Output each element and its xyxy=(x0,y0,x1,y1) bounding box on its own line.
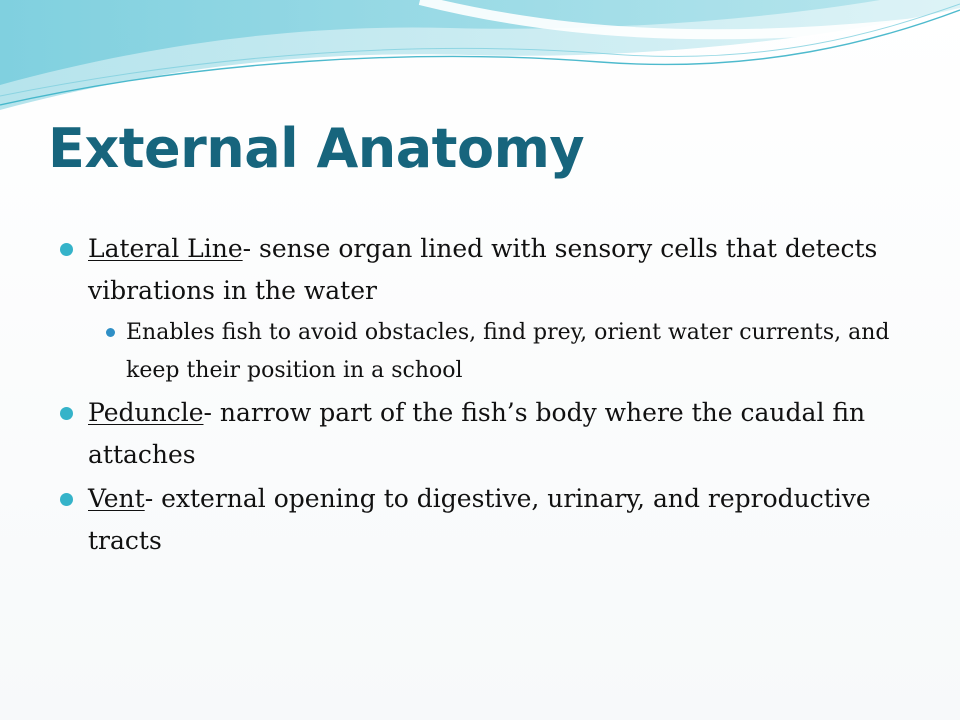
sub-bullet-text: Enables fish to avoid obstacles, find prey, orient water currents, and keep their position in a school xyxy=(126,320,890,383)
bullet-lateral-line xyxy=(60,228,900,312)
bullet-text: - narrow part of the fish’s body where the caudal fin attaches xyxy=(88,398,866,469)
header-wave-decoration xyxy=(0,0,960,130)
sub-bullet-lateral-line xyxy=(106,314,900,390)
bullet-peduncle xyxy=(60,392,900,476)
bullet-term: Vent xyxy=(88,484,145,513)
bullet-dot-icon xyxy=(60,243,73,256)
bullet-text: - external opening to digestive, urinary, and reproductive tracts xyxy=(88,484,871,555)
bullet-list xyxy=(60,228,900,564)
slide-title: External Anatomy xyxy=(48,117,585,180)
bullet-text: - sense organ lined with sensory cells that detects vibrations in the water xyxy=(88,234,878,305)
bullet-dot-icon xyxy=(60,407,73,420)
bullet-term: Lateral Line xyxy=(88,234,243,263)
bullet-term: Peduncle xyxy=(88,398,204,427)
sub-bullet-dot-icon xyxy=(106,328,115,337)
bullet-dot-icon xyxy=(60,493,73,506)
bullet-vent xyxy=(60,478,900,562)
